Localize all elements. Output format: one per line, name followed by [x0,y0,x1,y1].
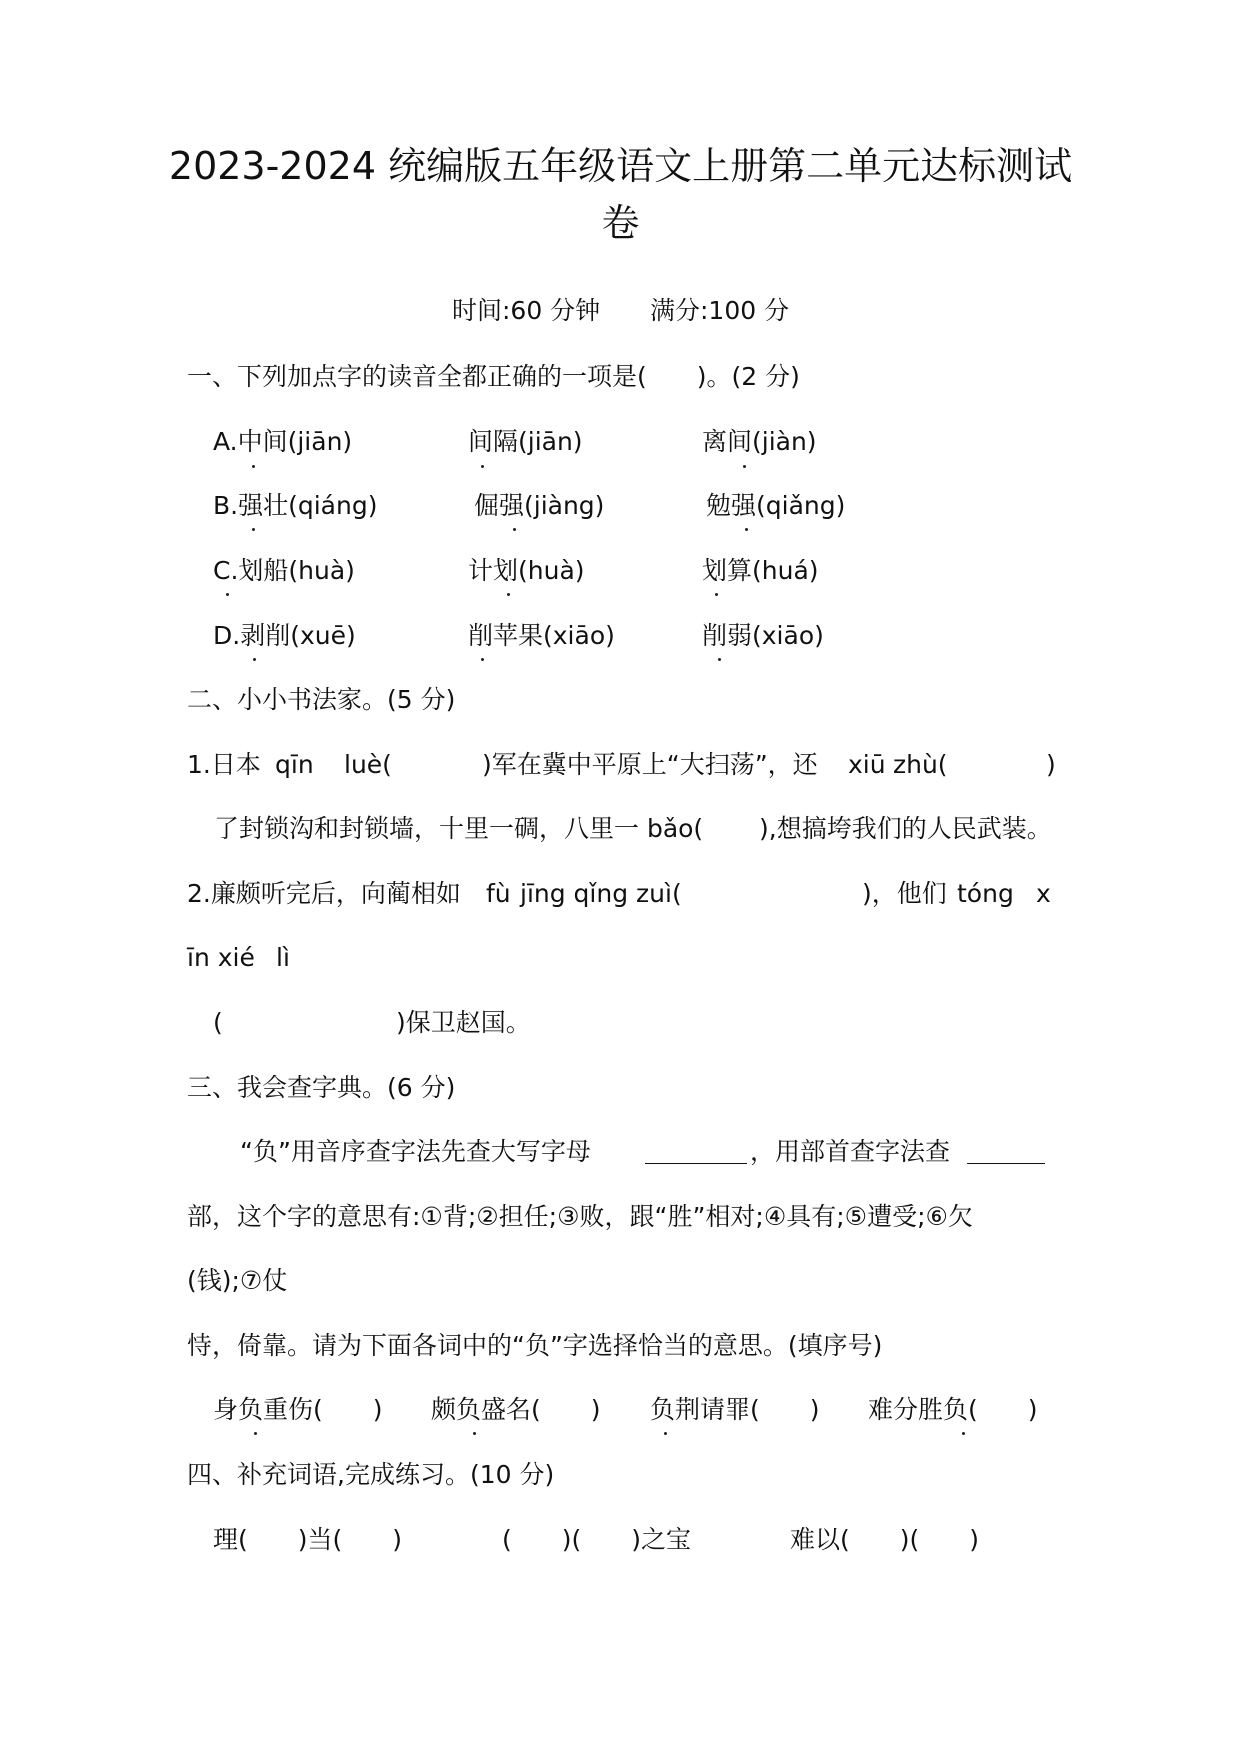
exam-time: 时间:60 分钟 [452,296,601,325]
idiom-item-3: 难以( )( ) [790,1525,980,1554]
option-c-3: 划算(huá) [702,556,819,585]
word-item-4: 难分胜负( ) [868,1395,1038,1424]
q2-open-paren: ( [213,1008,223,1037]
q2-part-e: )保卫赵国。 [396,1008,531,1037]
option-c-2: 计划(huà) [468,556,585,585]
q2-part-c: īn xié [187,943,255,972]
s3-para-1a: “负”用音序查字法先查大写字母 [240,1137,591,1166]
page-title-line-2: 卷 [601,201,640,245]
q2-part-d: lì [276,943,290,972]
q1-part-b: )军在冀中平原上“大扫荡”，还 [482,750,818,779]
emphasis-dot [252,528,255,531]
option-d-3: 削弱(xiāo) [702,621,824,650]
section-3-heading: 三、我会查字典。(6 分) [187,1073,456,1102]
emphasis-dot [254,1432,257,1435]
s3-para-1b: ，用部首查字法查 [750,1137,951,1166]
q1-part-d: ),想搞垮我们的人民武装。 [759,814,1052,843]
answer-blank-letter[interactable] [645,1162,747,1164]
option-c-1: C.划船(huà) [213,556,355,585]
idiom-item-1: 理( )当( ) [213,1525,403,1554]
emphasis-dot [481,658,484,661]
q1-pinyin-3: xiū [848,750,886,779]
option-d-1: D.剥削(xuē) [213,621,356,650]
q1-close: ) [1046,750,1056,779]
option-a-2: 间隔(jiān) [468,427,583,456]
option-d-2: 削苹果(xiāo) [468,621,615,650]
q2-pinyin-2: jīng qǐng zuì( [520,879,682,908]
emphasis-dot [481,465,484,468]
word-item-2: 颇负盛名( ) [431,1395,601,1424]
emphasis-dot [513,528,516,531]
emphasis-dot [962,1432,965,1435]
answer-blank-radical[interactable] [967,1162,1045,1164]
option-b-1: B.强壮(qiáng) [213,491,378,520]
option-a-3: 离间(jiàn) [702,427,817,456]
emphasis-dot [252,465,255,468]
emphasis-dot [473,1432,476,1435]
q2-pinyin-1: fù [486,879,511,908]
q2-part-a: 2.廉颇听完后，向蔺相如 [187,879,461,908]
option-b-2: 倔强(jiàng) [474,491,605,520]
emphasis-dot [664,1432,667,1435]
q1-part-a: 1.日本 [187,750,261,779]
s3-para-3: (钱);⑦仗 [187,1266,288,1295]
s3-para-2: 部，这个字的意思有:①背;②担任;③败，跟“胜”相对;④具有;⑤遭受;⑥欠 [187,1202,973,1231]
s3-para-4: 恃，倚靠。请为下面各词中的“负”字选择恰当的意思。(填序号) [187,1331,883,1360]
option-b-3: 勉强(qiǎng) [706,491,846,520]
q1-part-c: 了封锁沟和封锁墙，十里一碉，八里一 bǎo( [214,814,704,843]
section-2-heading: 二、小小书法家。(5 分) [187,685,456,714]
word-item-3: 负荆请罪( ) [650,1395,820,1424]
q1-pinyin-4: zhù( [893,750,948,779]
word-item-1: 身负重伤( ) [213,1395,383,1424]
idiom-item-2: ( )( )之宝 [502,1525,692,1554]
q1-pinyin-2: luè( [344,750,392,779]
q2-pinyin-4: x [1036,879,1051,908]
emphasis-dot [715,593,718,596]
emphasis-dot [226,593,229,596]
emphasis-dot [253,658,256,661]
page-title-line-1: 2023-2024 统编版五年级语文上册第二单元达标测试 [168,144,1073,188]
emphasis-dot [718,658,721,661]
emphasis-dot [507,593,510,596]
emphasis-dot [745,528,748,531]
emphasis-dot [743,465,746,468]
q2-pinyin-3: tóng [957,879,1014,908]
section-4-heading: 四、补充词语,完成练习。(10 分) [187,1460,555,1489]
q2-part-b: )，他们 [862,879,947,908]
section-1-heading: 一、下列加点字的读音全都正确的一项是( )。(2 分) [187,362,800,391]
q1-pinyin-1: qīn [275,750,314,779]
exam-score: 满分:100 分 [650,296,790,325]
option-a-1: A.中间(jiān) [213,427,353,456]
